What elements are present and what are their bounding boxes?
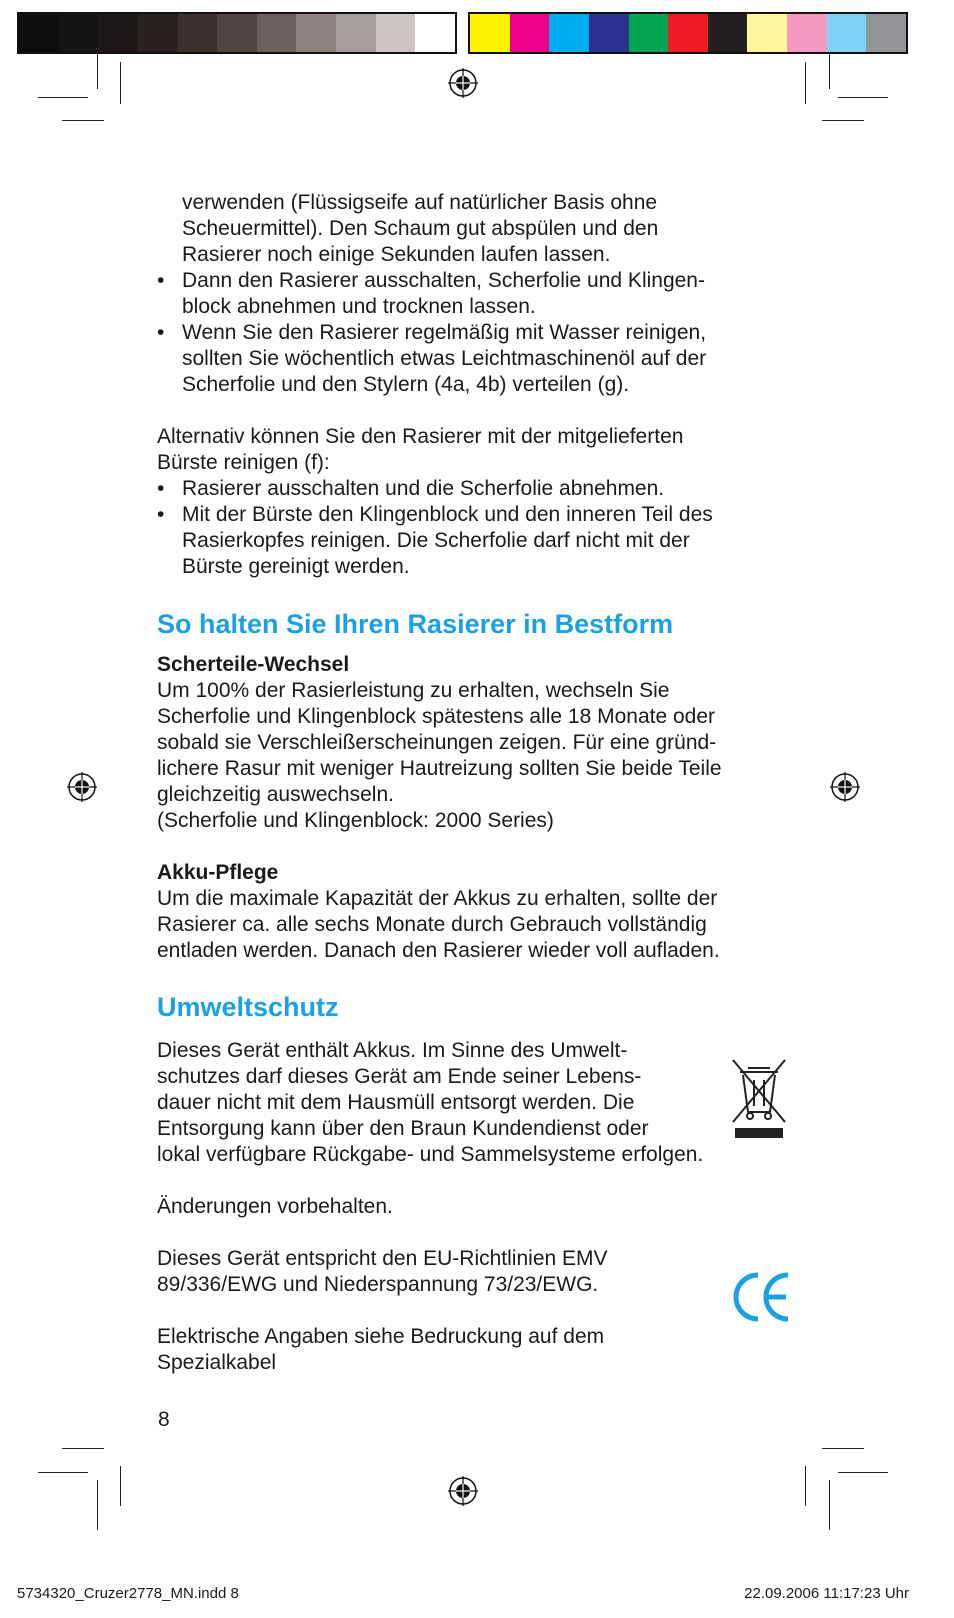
text-line: Scheuermittel). Den Schaum gut abspülen und den	[182, 217, 659, 240]
text-line: Änderungen vorbehalten.	[157, 1195, 393, 1218]
registration-mark-icon	[830, 772, 860, 802]
color-swatch	[98, 14, 138, 52]
crop-mark	[120, 1466, 121, 1506]
section-heading-umwelt: Umweltschutz	[157, 992, 339, 1022]
text-line: lichere Rasur mit weniger Hautreizung sollten Sie beide Teile	[157, 757, 722, 780]
crop-mark	[822, 1448, 864, 1449]
grayscale-color-bar	[17, 12, 457, 54]
registration-mark-icon	[448, 1476, 478, 1506]
crop-mark	[805, 1466, 806, 1506]
color-swatch	[629, 14, 669, 52]
text-line: verwenden (Flüssigseife auf natürlicher Basis ohne	[182, 191, 658, 214]
color-swatch	[549, 14, 589, 52]
text-line: Scherfolie und den Stylern (4a, 4b) verteilen (g).	[182, 373, 630, 396]
color-swatch	[217, 14, 257, 52]
color-swatch	[415, 14, 455, 52]
subheading-akku: Akku-Pflege	[157, 861, 279, 884]
registration-mark-icon	[67, 772, 97, 802]
text-line: Wenn Sie den Rasierer regelmäßig mit Wasser reinigen,	[182, 321, 707, 344]
text-line: gleichzeitig auswechseln.	[157, 783, 394, 806]
text-line: sollten Sie wöchentlich etwas Leichtmaschinenöl auf der	[182, 347, 707, 370]
ce-mark-icon	[732, 1270, 792, 1324]
color-swatch	[866, 14, 906, 52]
crop-mark	[97, 54, 98, 89]
bullet-marker: •	[157, 321, 165, 344]
color-swatch	[747, 14, 787, 52]
footer-timestamp: 22.09.2006 11:17:23 Uhr	[744, 1585, 909, 1602]
text-line: Rasierkopfes reinigen. Die Scherfolie darf nicht mit der	[182, 529, 690, 552]
crop-mark	[829, 54, 830, 89]
crop-mark	[97, 1480, 98, 1530]
color-swatch	[257, 14, 297, 52]
crop-mark	[38, 97, 88, 98]
color-swatch	[827, 14, 867, 52]
text-line: Bürste gereinigt werden.	[182, 555, 410, 578]
footer-filename: 5734320_Cruzer2778_MN.indd 8	[17, 1585, 239, 1602]
process-color-bar	[468, 12, 908, 54]
crop-mark	[120, 62, 121, 104]
text-line: Dieses Gerät entspricht den EU-Richtlinien EMV	[157, 1247, 608, 1270]
text-line: Bürste reinigen (f):	[157, 451, 330, 474]
color-swatch	[708, 14, 748, 52]
section-heading-bestform: So halten Sie Ihren Rasierer in Bestform	[157, 609, 674, 639]
bullet-marker: •	[157, 503, 165, 526]
registration-mark-icon	[448, 68, 478, 98]
text-line: Um die maximale Kapazität der Akkus zu erhalten, sollte der	[157, 887, 718, 910]
bullet-marker: •	[157, 477, 165, 500]
text-line: dauer nicht mit dem Hausmüll entsorgt werden. Die	[157, 1091, 635, 1114]
text-line: block abnehmen und trocknen lassen.	[182, 295, 536, 318]
text-line: (Scherfolie und Klingenblock: 2000 Series)	[157, 809, 554, 832]
crop-mark	[62, 1448, 104, 1449]
crop-mark	[62, 120, 104, 121]
text-line: Elektrische Angaben siehe Bedruckung auf dem	[157, 1325, 605, 1348]
text-line: entladen werden. Danach den Rasierer wieder voll aufladen.	[157, 939, 720, 962]
crossed-out-wheelie-bin-icon	[730, 1056, 788, 1140]
text-line: schutzes darf dieses Gerät am Ende seiner Lebens-	[157, 1065, 642, 1088]
color-swatch	[787, 14, 827, 52]
text-line: Alternativ können Sie den Rasierer mit der mitgelieferten	[157, 425, 684, 448]
page-number: 8	[158, 1408, 170, 1431]
text-line: 89/336/EWG und Niederspannung 73/23/EWG.	[157, 1273, 599, 1296]
color-swatch	[296, 14, 336, 52]
text-line: Scherfolie und Klingenblock spätestens alle 18 Monate oder	[157, 705, 716, 728]
bullet-marker: •	[157, 269, 165, 292]
color-swatch	[376, 14, 416, 52]
color-swatch	[59, 14, 99, 52]
crop-mark	[822, 120, 864, 121]
crop-mark	[829, 1480, 830, 1530]
text-line: sobald sie Verschleißerscheinungen zeigen. Für eine gründ-	[157, 731, 717, 754]
text-line: Dann den Rasierer ausschalten, Scherfolie und Klingen-	[182, 269, 705, 292]
color-swatch	[138, 14, 178, 52]
text-line: Rasierer ausschalten und die Scherfolie abnehmen.	[182, 477, 665, 500]
text-line: Um 100% der Rasierleistung zu erhalten, wechseln Sie	[157, 679, 670, 702]
subheading-scherteile: Scherteile-Wechsel	[157, 653, 350, 676]
color-swatch	[470, 14, 510, 52]
text-line: Rasierer noch einige Sekunden laufen lassen.	[182, 243, 611, 266]
crop-mark	[805, 62, 806, 104]
color-swatch	[510, 14, 550, 52]
crop-mark	[838, 97, 888, 98]
crop-mark	[38, 1472, 88, 1473]
text-line: Entsorgung kann über den Braun Kundendienst oder	[157, 1117, 649, 1140]
text-line: Rasierer ca. alle sechs Monate durch Gebrauch vollständig	[157, 913, 707, 936]
text-line: lokal verfügbare Rückgabe- und Sammelsysteme erfolgen.	[157, 1143, 704, 1166]
text-line: Spezialkabel	[157, 1351, 277, 1374]
text-line: Dieses Gerät enthält Akkus. Im Sinne des Umwelt-	[157, 1039, 628, 1062]
color-swatch	[668, 14, 708, 52]
crop-mark	[838, 1472, 888, 1473]
color-swatch	[178, 14, 218, 52]
color-swatch	[336, 14, 376, 52]
text-line: Mit der Bürste den Klingenblock und den inneren Teil des	[182, 503, 713, 526]
color-swatch	[589, 14, 629, 52]
color-swatch	[19, 14, 59, 52]
